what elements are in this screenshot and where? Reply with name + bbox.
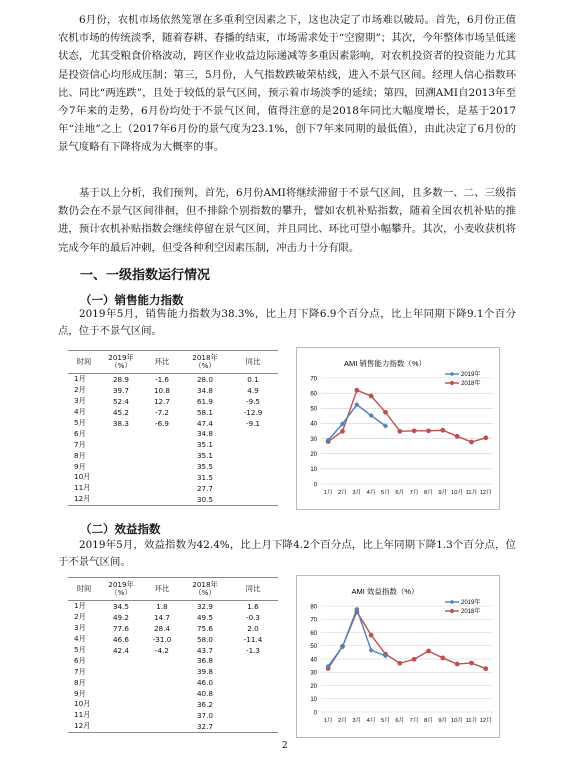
table-header-cell: 2018年 （%）: [192, 580, 218, 597]
table-row: [68, 623, 278, 634]
x-tick-label: 5月: [380, 490, 391, 496]
data-point: [369, 394, 374, 399]
table-row: [68, 666, 278, 677]
table-cell: [100, 666, 142, 677]
table-cell: -9.1: [245, 418, 261, 428]
table-cell: 5月: [74, 645, 86, 654]
legend-label: 2018年: [461, 381, 481, 388]
table-cell: [228, 688, 278, 699]
table-cell: [142, 494, 182, 505]
table-cell: 2月: [74, 612, 86, 622]
subsection-heading-profit: （二）效益指数: [80, 522, 161, 536]
sales-index-line-chart: [297, 348, 499, 509]
y-tick-label: 70: [310, 376, 317, 383]
table-cell: 1月: [74, 374, 86, 384]
table-cell: -0.3: [245, 612, 261, 622]
table-cell: [228, 472, 278, 483]
table-cell: [100, 450, 142, 461]
profit-index-line-chart: [297, 576, 499, 737]
table-cell: [142, 439, 182, 450]
table-cell: 49.5: [196, 612, 213, 622]
data-point: [440, 428, 445, 433]
table-cell: -12.9: [243, 407, 263, 417]
legend-marker: [450, 600, 455, 605]
legend-marker: [450, 381, 454, 385]
series-line: [328, 390, 486, 442]
x-tick-label: 9月: [438, 718, 448, 724]
table-row: [68, 677, 278, 688]
table-cell: [100, 710, 142, 721]
data-point: [383, 410, 388, 415]
y-tick-label: 80: [310, 604, 317, 611]
y-tick-label: 0: [313, 710, 317, 717]
y-tick-label: 0: [313, 482, 317, 489]
table-cell: [142, 699, 182, 710]
table-cell: 2月: [74, 385, 86, 395]
table-cell: 75.6: [196, 623, 213, 633]
table-cell: 10月: [74, 699, 91, 709]
table-cell: 3月: [74, 623, 86, 633]
table-cell: [142, 721, 182, 732]
table-row: [68, 699, 278, 710]
table-cell: 35.5: [196, 462, 213, 472]
table-cell: 4月: [74, 634, 86, 644]
table-row: [68, 645, 278, 656]
table-cell: [228, 677, 278, 688]
body-paragraph-1: 6月份，农机市场依然笼罩在多重利空因素之下，这也决定了市场难以破局。首先，6月份正值农机市场的传统淡季，随着春耕、春播的结束，市场需求处于“空窗期”；其次，今年整体市场呈低迷状态，尤其受粮食价格波动，跨区作业收益边际递减等多重因素影响，对农机投资者的投资能力尤其是投资信心均形成压制；第三，5月份，人气指数跌破荣枯线，进入不景气区间。经理人信心指数环比、同比“两连跌”，且处于较低的景气区间，预示着市场淡季的延续；第四，回溯AMI自2013年至今7年来的走势，6月份均处于不景气区间，值得注意的是2018年同比大幅度增长，是基于2017年“洼地”之上（2017年6月份的景气度为23.1%，创下7年来同期的最低值），由此决定了6月份的景气度略有下降将成为大概率的事。: [58, 14, 516, 154]
table-row: [68, 710, 278, 721]
table-cell: 12.7: [153, 396, 170, 406]
table-cell: 7月: [74, 439, 86, 449]
body-paragraph-2: 基于以上分析，我们预判，首先，6月份AMI将继续滞留于不景气区间，且多数一、二、三级指数仍会在不景气区间徘徊，但不排除个别指数的攀升，譬如农机补贴指数，随着全国农机补贴的推进，预计农机补贴指数会继续停留在景气区间，并且同比、环比可望小幅攀升。其次，小麦收获机将完成今年的最后冲刺，但受各种利空因素压制，冲击力十分有限。: [58, 187, 516, 254]
table-row: [68, 601, 278, 612]
table-row: [68, 407, 278, 418]
table-cell: [100, 472, 142, 483]
table-cell: 38.3: [112, 418, 129, 428]
table-row: [68, 472, 278, 483]
table-cell: 34.8: [196, 385, 213, 395]
data-point: [340, 429, 345, 434]
table-cell: 52.4: [112, 396, 129, 406]
legend-marker: [450, 609, 454, 613]
x-tick-label: 12月: [479, 490, 492, 496]
y-tick-label: 60: [310, 391, 317, 398]
table-cell: -31.0: [152, 634, 172, 644]
table-cell: [142, 677, 182, 688]
table-cell: [228, 483, 278, 494]
x-tick-label: 9月: [438, 490, 448, 496]
table-cell: 5月: [74, 418, 86, 427]
profit-index-table: [68, 577, 278, 733]
table-cell: 8月: [74, 450, 86, 460]
y-tick-label: 30: [310, 670, 317, 677]
table-cell: 14.7: [153, 612, 170, 622]
x-tick-label: 1月: [323, 490, 333, 496]
table-cell: [100, 677, 142, 688]
table-row: [68, 655, 278, 666]
data-point: [469, 440, 474, 445]
sales-intro: 2019年5月，销售能力指数为38.3%，比上月下降6.9个百分点，比上年同期下降9.1个百分点，位于不景气区间。: [58, 308, 516, 337]
y-tick-label: 70: [310, 617, 317, 624]
data-point: [369, 648, 374, 653]
table-row: [68, 634, 278, 645]
table-row: [68, 483, 278, 494]
table-header-cell: 环比: [154, 584, 170, 593]
x-tick-label: 2月: [337, 718, 348, 724]
y-tick-label: 20: [310, 452, 317, 459]
profit-index-chart: [296, 575, 500, 738]
table-row: [68, 396, 278, 407]
x-tick-label: 2月: [337, 490, 348, 496]
table-cell: [228, 655, 278, 666]
table-cell: 61.9: [196, 396, 213, 406]
legend-marker: [450, 372, 455, 377]
y-tick-label: 50: [310, 644, 317, 651]
table-cell: 4月: [74, 407, 86, 417]
table-header-cell: 时间: [76, 357, 92, 366]
table-cell: 58.1: [196, 407, 213, 417]
sales-index-table: [68, 350, 278, 506]
table-cell: -4.2: [154, 645, 170, 655]
table-row: [68, 418, 278, 429]
table-header-cell: 2019年 （%）: [108, 353, 134, 370]
x-tick-label: 11月: [465, 490, 478, 496]
x-tick-label: 1月: [323, 718, 333, 724]
table-cell: 42.4: [112, 645, 129, 655]
data-point: [455, 434, 460, 439]
table-cell: 4.9: [247, 385, 259, 395]
section-heading: 一、一级指数运行情况: [80, 268, 211, 283]
table-cell: 77.6: [112, 623, 129, 633]
data-point: [469, 661, 474, 666]
table-cell: [142, 428, 182, 439]
table-cell: 1月: [74, 601, 86, 611]
table-cell: [142, 710, 182, 721]
table-cell: 10.8: [153, 385, 170, 395]
chart-title: AMI 效益指数（%）: [351, 587, 419, 596]
table-cell: 34.5: [112, 601, 129, 611]
table-cell: 28.4: [153, 623, 170, 633]
table-row: [68, 612, 278, 623]
y-tick-label: 40: [310, 657, 317, 664]
table-cell: 12月: [74, 721, 91, 731]
table-cell: [100, 461, 142, 472]
table-cell: 7月: [74, 666, 86, 676]
data-point: [426, 649, 431, 654]
legend-label: 2019年: [461, 372, 481, 379]
table-cell: [228, 428, 278, 439]
table-cell: 46.6: [112, 634, 129, 644]
table-row: [68, 374, 278, 385]
table-header-cell: 2019年 （%）: [108, 580, 134, 597]
x-tick-label: 5月: [380, 718, 391, 724]
table-cell: [100, 655, 142, 666]
legend-label: 2019年: [461, 600, 481, 607]
table-cell: 1.8: [156, 601, 168, 611]
table-cell: [100, 494, 142, 505]
table-cell: [142, 472, 182, 483]
table-cell: 2.0: [247, 623, 259, 633]
y-tick-label: 60: [310, 630, 317, 637]
data-point: [455, 662, 460, 667]
table-cell: 0.1: [247, 374, 259, 384]
table-cell: 32.7: [196, 721, 213, 731]
table-cell: 46.0: [196, 678, 213, 688]
x-tick-label: 8月: [423, 490, 434, 496]
table-cell: 9月: [74, 688, 86, 698]
table-cell: [228, 461, 278, 472]
table-cell: -1.6: [154, 374, 170, 384]
data-point: [440, 656, 445, 661]
table-cell: -6.9: [154, 418, 170, 428]
table-cell: 28.0: [196, 374, 213, 384]
page-number: 2: [282, 741, 288, 751]
table-row: [68, 461, 278, 472]
table-cell: [228, 710, 278, 721]
table-cell: [100, 483, 142, 494]
table-cell: 35.1: [196, 451, 213, 461]
table-cell: 40.8: [196, 689, 213, 699]
data-point: [397, 429, 402, 434]
table-cell: 37.0: [196, 710, 213, 720]
table-cell: 43.7: [196, 645, 213, 655]
table-cell: -1.3: [245, 645, 261, 655]
table-row: [68, 494, 278, 505]
table-cell: [228, 450, 278, 461]
table-cell: 35.1: [196, 440, 213, 450]
table-header-cell: 同比: [245, 584, 261, 593]
sales-index-chart: [296, 347, 500, 510]
table-header-cell: 2018年 （%）: [192, 353, 218, 370]
data-point: [412, 428, 417, 433]
table-cell: 45.2: [112, 407, 129, 417]
table-row: [68, 450, 278, 461]
table-cell: [228, 439, 278, 450]
x-tick-label: 7月: [409, 718, 419, 724]
y-tick-label: 10: [310, 467, 317, 474]
table-cell: 10月: [74, 472, 91, 482]
data-point: [369, 633, 374, 638]
table-cell: 28.9: [112, 374, 129, 384]
y-tick-label: 40: [310, 421, 317, 428]
data-point: [426, 428, 431, 433]
y-tick-label: 50: [310, 406, 317, 413]
table-cell: [142, 655, 182, 666]
table-cell: 49.2: [112, 612, 129, 622]
y-tick-label: 20: [310, 683, 317, 690]
table-cell: [228, 666, 278, 677]
table-cell: 32.9: [196, 601, 213, 611]
data-point: [483, 666, 488, 671]
table-cell: [100, 439, 142, 450]
table-cell: 34.8: [196, 429, 213, 439]
table-cell: 30.5: [196, 494, 213, 504]
table-cell: 3月: [74, 396, 86, 406]
table-cell: 9月: [74, 461, 86, 471]
y-tick-label: 30: [310, 436, 317, 443]
table-cell: [142, 666, 182, 677]
table-cell: [100, 688, 142, 699]
table-cell: 6月: [74, 428, 86, 438]
table-cell: 11月: [74, 483, 91, 493]
table-row: [68, 721, 278, 732]
table-cell: 47.4: [196, 418, 213, 428]
x-tick-label: 6月: [395, 490, 405, 496]
table-row: [68, 385, 278, 396]
table-cell: [100, 428, 142, 439]
table-cell: [142, 461, 182, 472]
x-tick-label: 7月: [409, 490, 419, 496]
table-cell: -11.4: [243, 634, 263, 644]
x-tick-label: 3月: [352, 490, 362, 496]
data-point: [483, 435, 488, 440]
table-header-cell: 时间: [76, 584, 92, 593]
table-row: [68, 688, 278, 699]
table-cell: -7.2: [154, 407, 170, 417]
series-line: [328, 612, 486, 669]
table-cell: 8月: [74, 677, 86, 687]
table-header-cell: 环比: [154, 357, 170, 366]
x-tick-label: 3月: [352, 718, 362, 724]
table-cell: 39.8: [196, 667, 213, 677]
table-cell: 11月: [74, 710, 91, 720]
table-cell: [100, 699, 142, 710]
series-line: [328, 609, 385, 666]
x-tick-label: 11月: [465, 718, 478, 724]
table-row: [68, 439, 278, 450]
x-tick-label: 6月: [395, 718, 405, 724]
subsection-heading-sales: （一）销售能力指数: [80, 293, 184, 307]
table-cell: 36.8: [196, 656, 213, 666]
chart-title: AMI 销售能力指数（%）: [343, 359, 427, 368]
table-cell: [100, 721, 142, 732]
data-point: [354, 388, 359, 393]
data-point: [412, 657, 417, 662]
x-tick-label: 10月: [451, 490, 464, 496]
table-cell: [142, 483, 182, 494]
x-tick-label: 10月: [451, 718, 464, 724]
table-cell: -9.5: [245, 396, 261, 406]
data-point: [397, 661, 402, 666]
x-tick-label: 8月: [423, 718, 434, 724]
legend-label: 2018年: [461, 609, 481, 616]
table-cell: 1.6: [247, 601, 259, 611]
table-cell: [228, 494, 278, 505]
table-cell: [228, 699, 278, 710]
table-row: [68, 428, 278, 439]
y-tick-label: 10: [310, 697, 317, 704]
table-cell: 27.7: [196, 483, 213, 493]
table-header-cell: 同比: [245, 357, 261, 366]
table-cell: [142, 688, 182, 699]
table-cell: 31.5: [196, 472, 213, 482]
table-cell: 36.2: [196, 699, 213, 709]
table-cell: 6月: [74, 655, 86, 665]
x-tick-label: 12月: [479, 718, 492, 724]
table-cell: 12月: [74, 494, 91, 504]
x-tick-label: 4月: [366, 490, 376, 496]
table-cell: [142, 450, 182, 461]
table-cell: [228, 721, 278, 732]
table-cell: 58.0: [196, 634, 213, 644]
table-cell: 39.7: [112, 385, 129, 395]
profit-intro: 2019年5月，效益指数为42.4%，比上月下降4.2个百分点，比上年同期下降1.3个百分点，位于不景气区间。: [58, 539, 516, 568]
x-tick-label: 4月: [366, 718, 376, 724]
